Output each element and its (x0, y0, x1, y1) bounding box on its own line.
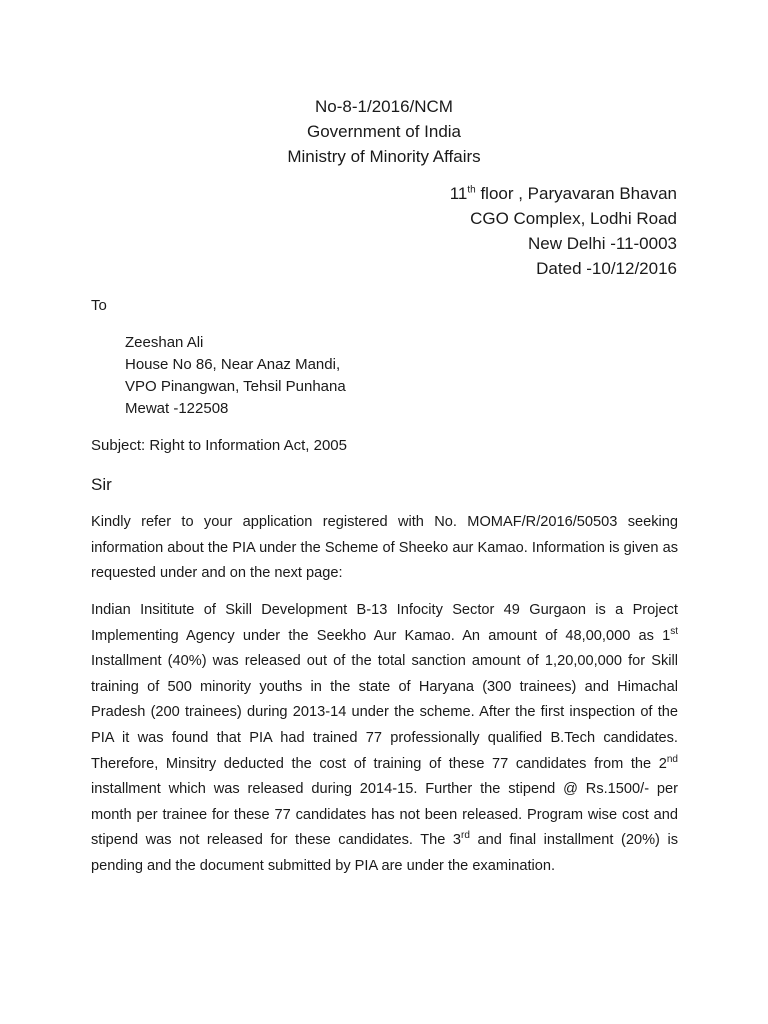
recipient-line-1: House No 86, Near Anaz Mandi, (125, 356, 341, 373)
subject-line: Subject: Right to Information Act, 2005 (91, 437, 347, 454)
to-label: To (91, 297, 107, 314)
government-name: Government of India (306, 122, 462, 141)
recipient-line-2: VPO Pinangwan, Tehsil Punhana (125, 378, 346, 395)
letter-date: Dated -10/12/2016 (536, 259, 677, 278)
body-paragraph-1: Kindly refer to your application registered with No. MOMAF/R/2016/50503 seeking information about the PIA under the Scheme of Sheeko aur Kamao. Information is given as requested under and on the next page: (91, 514, 678, 582)
address-line-3: New Delhi -11-0003 (528, 234, 677, 253)
ministry-name: Ministry of Minority Affairs (287, 147, 481, 166)
salutation: Sir (91, 475, 112, 494)
address-floor: 11th floor , Paryavaran Bhavan (449, 184, 677, 203)
sender-address (450, 181, 677, 281)
recipient-address (125, 332, 346, 420)
body-paragraph-2: Indian Insititute of Skill Development B-13 Infocity Sector 49 Gurgaon is a Project Implementing Agency under the Seekho Aur Kamao. An amount of 48,00,000 as 1st Installment (40%) was released out of the total sanction amount of 1,20,00,000 for Skill training of 500 minority youths in the state of Haryana (300 trainees) and Himachal Pradesh (200 trainees) during 2013-14 under the scheme. After the first inspection of the PIA it was found that PIA had trained 77 professionally qualified B.Tech candidates. Therefore, Minsitry deducted the cost of training of these 77 candidates from the 2nd installment which was released during 2014-15. Further the stipend @ Rs.1500/- per month per trainee for these 77 candidates has not been released. Program wise cost and stipend was not released for these candidates. The 3rd and final installment (20%) is pending and the document submitted by PIA are under the examination. (91, 602, 678, 874)
address-line-2: CGO Complex, Lodhi Road (470, 209, 677, 228)
recipient-name: Zeeshan Ali (125, 334, 204, 351)
recipient-line-3: Mewat -122508 (125, 400, 229, 417)
reference-number: No-8-1/2016/NCM (315, 97, 453, 116)
letter-header (0, 94, 768, 169)
